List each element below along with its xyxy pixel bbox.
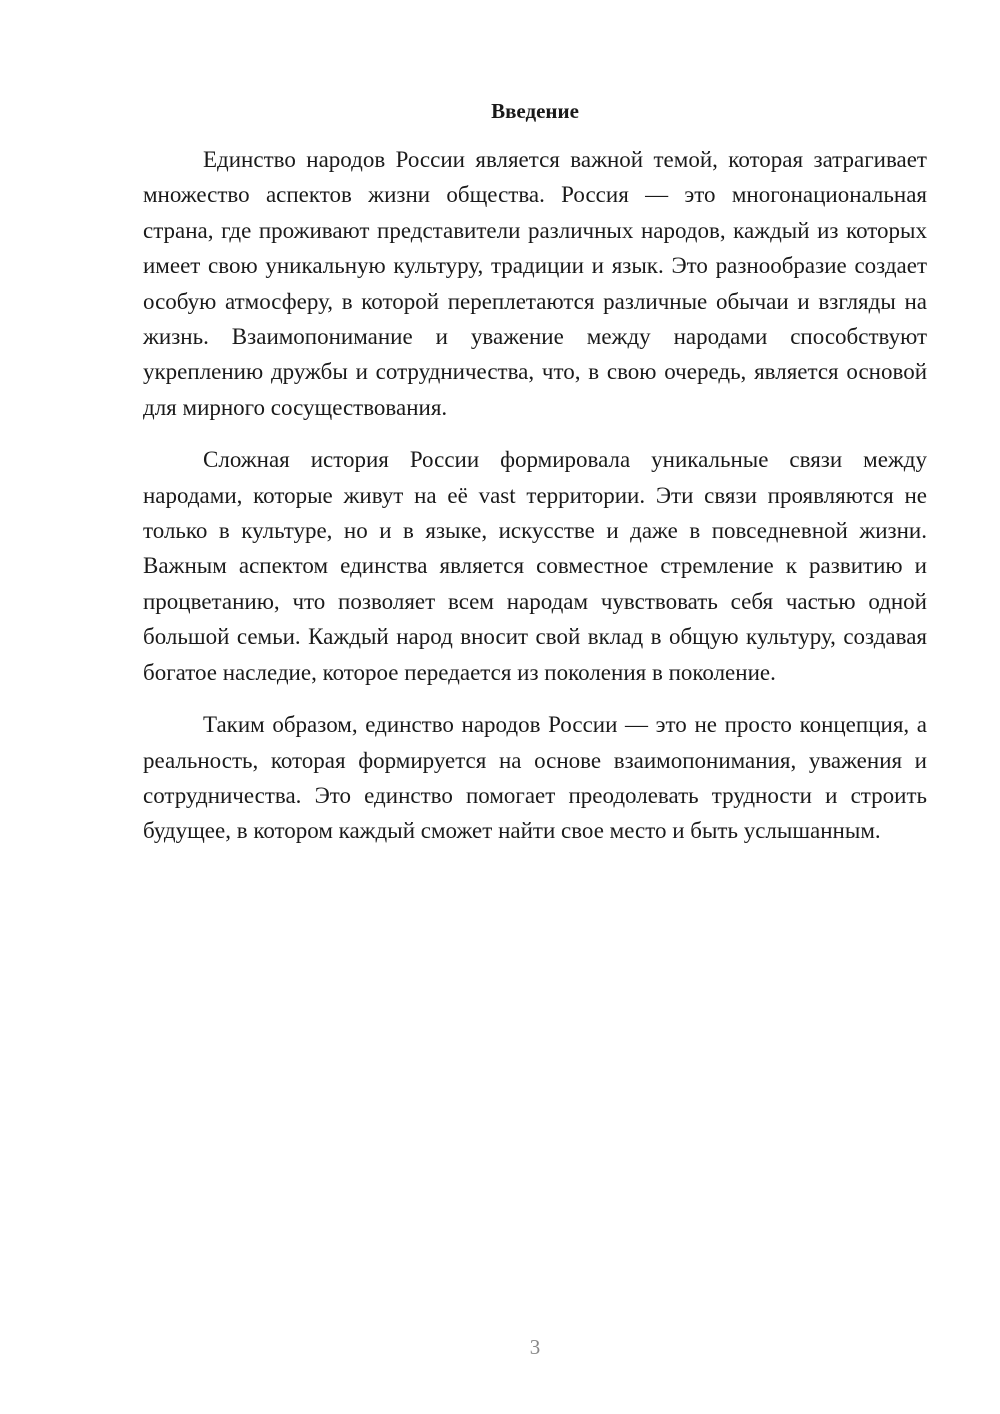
paragraph-2: Сложная история России формировала уникальные связи между народами, которые живут на её vast территории. Эти связи проявляются не только в культуре, но и в языке, искусстве и даже в повседневной жизни. Важным аспектом единства является совместное стремление к развитию и процветанию, что позволяет всем народам чувствовать себя частью одной большой семьи. Каждый народ вносит свой вклад в общую культуру, создавая богатое наследие, которое передается из поколения в поколение. — [143, 447, 927, 685]
page-number: 3 — [529, 1335, 541, 1359]
paragraph-3: Таким образом, единство народов России — это не просто концепция, а реальность, которая формируется на основе взаимопонимания, уважения и сотрудничества. Это единство помогает преодолевать трудности и строить будущее, в котором каждый сможет найти свое место и быть услышанным. — [143, 712, 927, 844]
paragraph-1: Единство народов России является важной темой, которая затрагивает множество аспектов жизни общества. Россия — это многонациональная страна, где проживают представители различных народов, каждый из которых имеет свою уникальную культуру, традиции и язык. Это разнообразие создает особую атмосферу, в которой переплетаются различные обычаи и взгляды на жизнь. Взаимопонимание и уважение между народами способствуют укреплению дружбы и сотрудничества, что, в свою очередь, является основой для мирного сосуществования. — [143, 147, 927, 420]
page-title: Введение — [491, 99, 579, 123]
document-body — [143, 142, 927, 866]
